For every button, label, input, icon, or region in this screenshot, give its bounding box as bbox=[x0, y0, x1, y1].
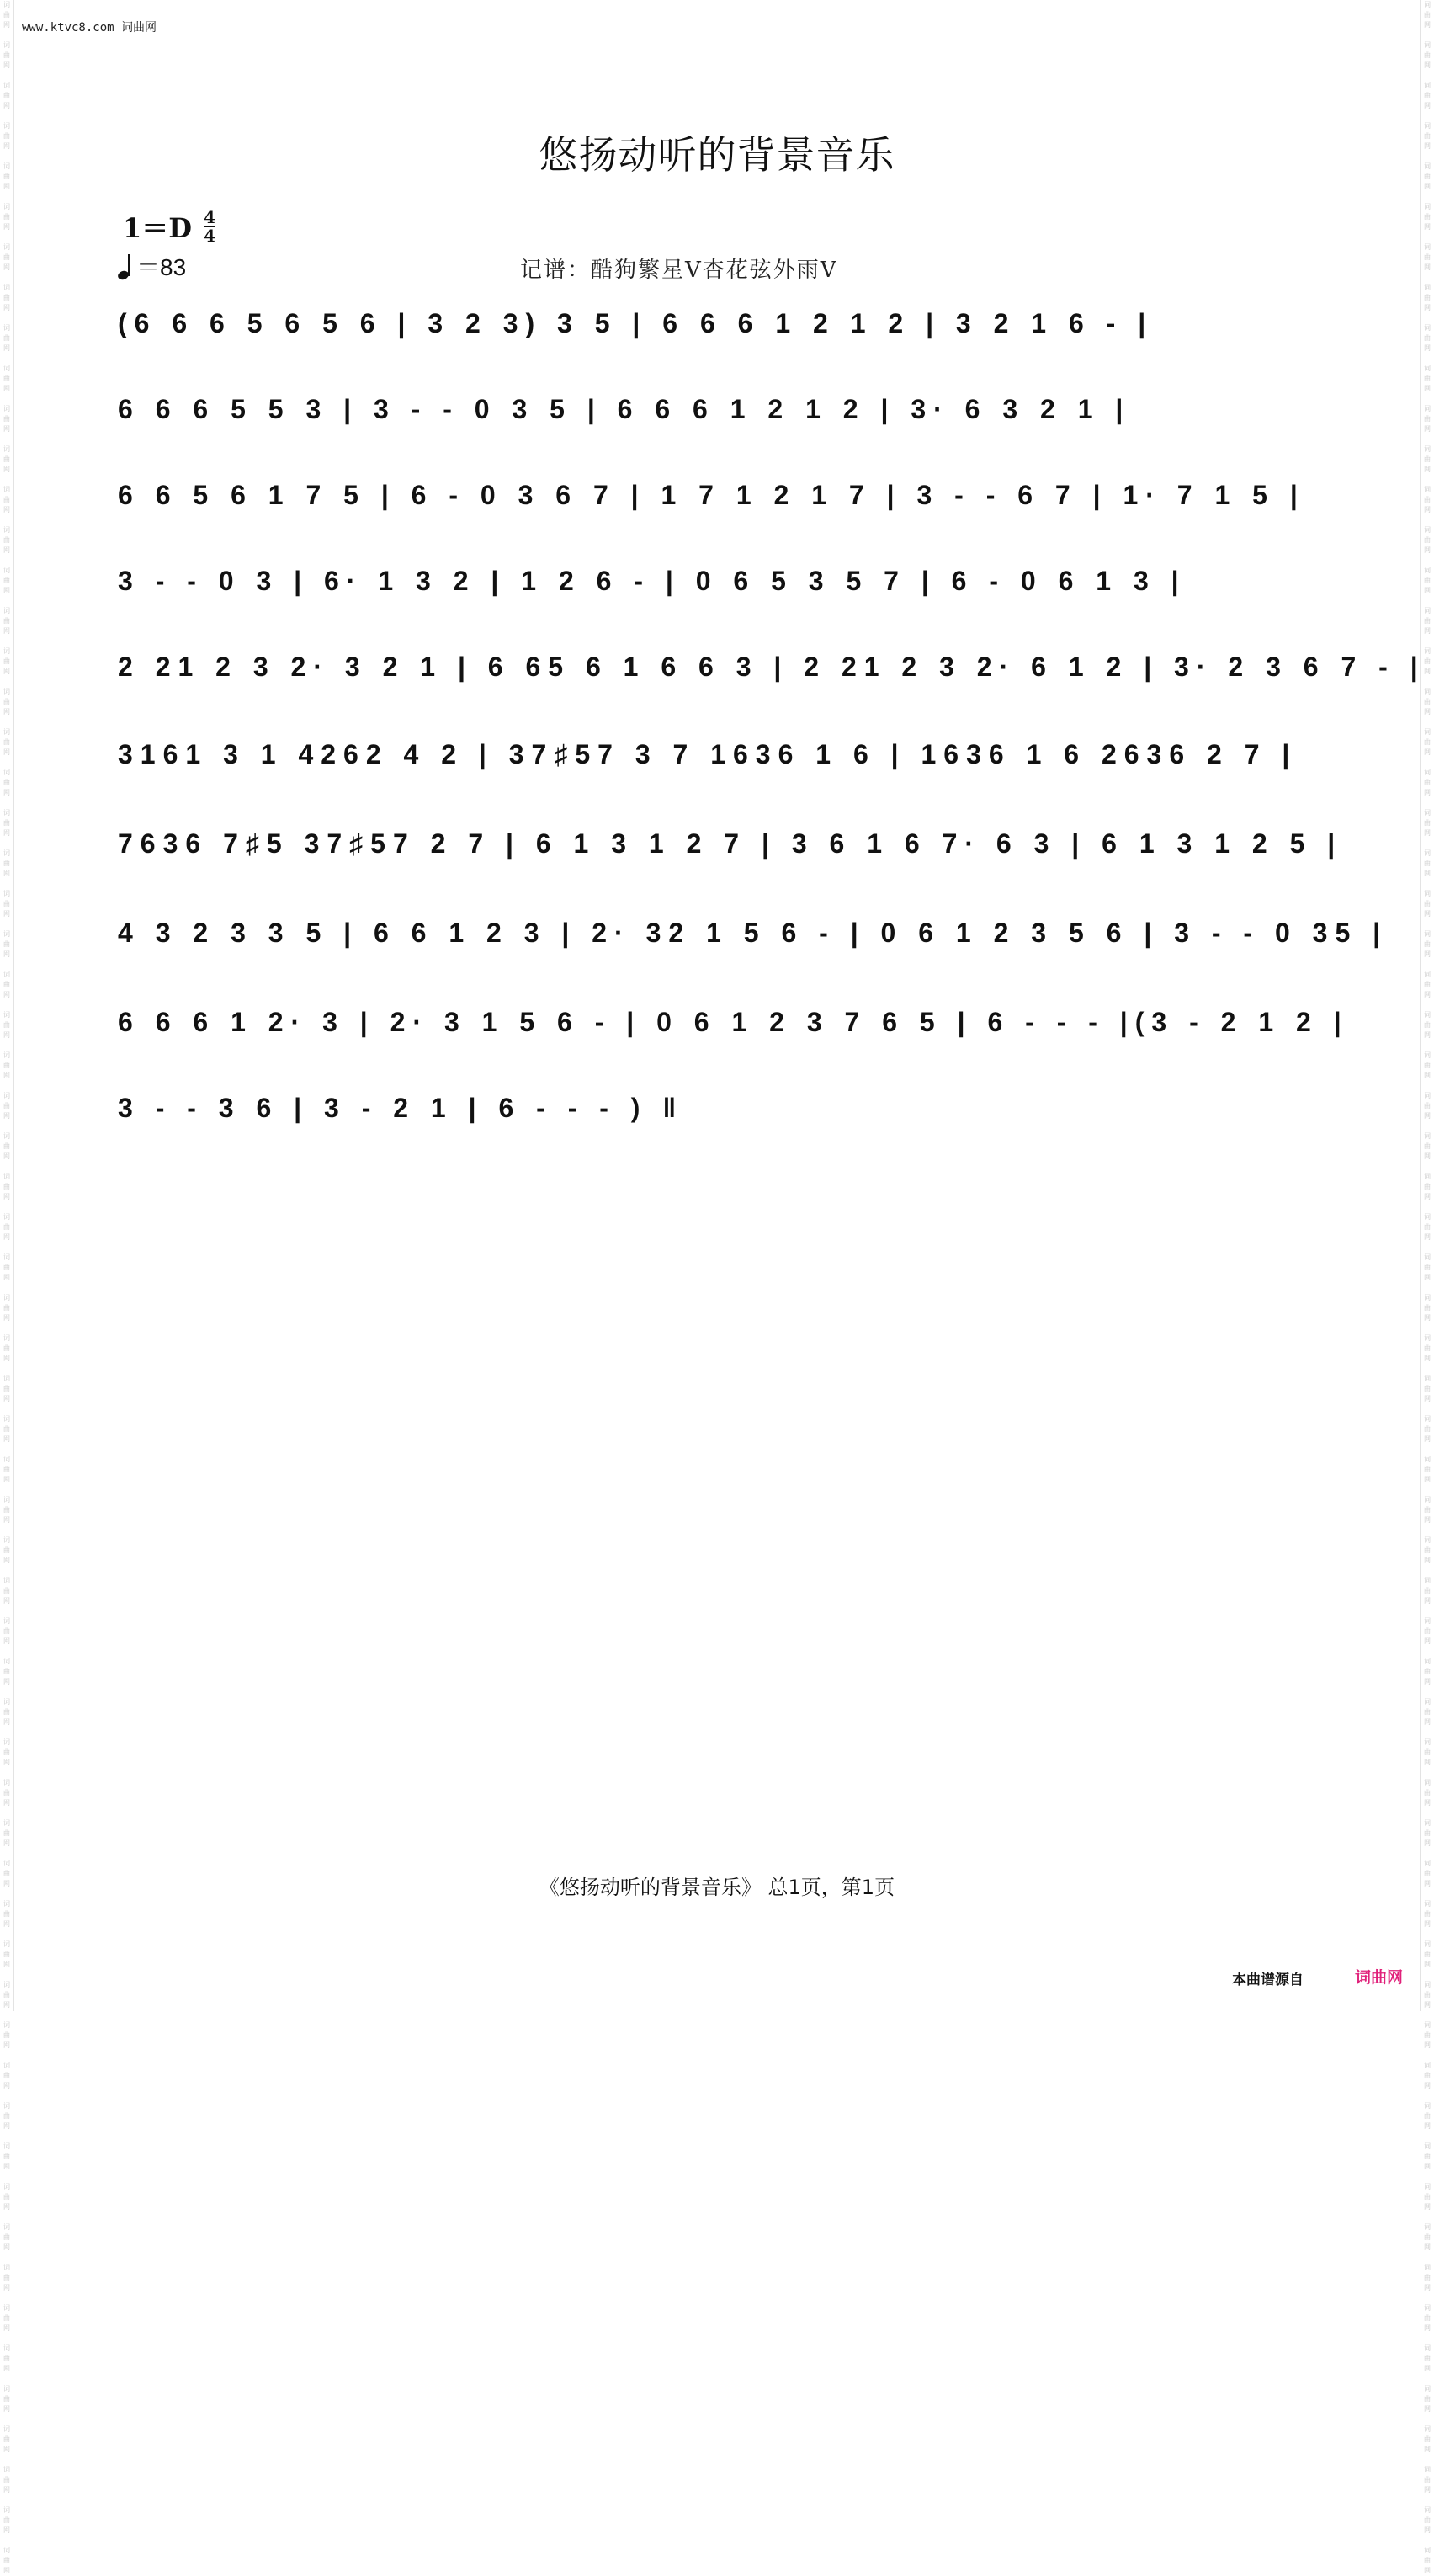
score-line-4: 3 - - 0 3 | 6· 1 3 2 | 1 2 6 - | 0 6 5 3 5 7 | 6 - 0 6 1 3 | bbox=[118, 566, 1187, 596]
time-signature bbox=[204, 209, 215, 244]
source-site-logo[interactable]: 词曲网 bbox=[1355, 1968, 1404, 1987]
key-label: 1＝D bbox=[123, 212, 193, 244]
score-line-7: 7636 7♯5 37♯57 2 7 | 6 1 3 1 2 7 | 3 6 1 6 7· 6 3 | 6 1 3 1 2 5 | bbox=[118, 828, 1343, 859]
page-footer: 《悠扬动听的背景音乐》 总1页，第1页 bbox=[539, 1876, 895, 1899]
score-line-8: 4 3 2 3 3 5 | 6 6 1 2 3 | 2· 32 1 5 6 - | 0 6 1 2 3 5 6 | 3 - - 0 35 | bbox=[118, 918, 1389, 948]
time-signature-bottom: 4 bbox=[204, 226, 215, 246]
tempo-value: ＝83 bbox=[136, 254, 187, 280]
score-line-10: 3 - - 3 6 | 3 - 2 1 | 6 - - - ) ‖ bbox=[118, 1093, 684, 1123]
score-line-6: 3161 3 1 4262 4 2 | 37♯57 3 7 1636 1 6 | 1636 1 6 2636 2 7 | bbox=[118, 739, 1298, 769]
quarter-note-icon bbox=[118, 253, 133, 279]
right-watermark-strip: 词 曲 网 词 曲 网 词 曲 网 词 曲 网 词 曲 网 词 曲 网 词 曲 网 词 曲 网 词 曲 网 词 曲 网 词 曲 网 词 曲 网 词 曲 网 词 曲 网 词 曲 网 词 曲 网 词 曲 网 词 曲 网 词 曲 网 词 曲 网 词 曲 网 词 曲 网 词 曲 网 词 曲 网 词 曲 网 词 曲 网 词 曲 网 词 曲 网 词 曲 网 词 曲 网 词 曲 网 词 曲 网 词 曲 网 词 曲 网 词 曲 网 词 曲 网 词 曲 网 词 曲 网 词 曲 网 词 曲 网 词 曲 网 词 曲 网 词 曲 网 词 曲 网 词 曲 网 词 曲 网 词 曲 网 词 曲 网 词 曲 网 词 曲 网 词 曲 网 词 曲 网 词 曲 网 词 曲 网 词 曲 网 词 曲 网 词 曲 网 词 曲 网 词 曲 网 词 曲 网 词 曲 网 词 曲 网 词 曲 网 词 曲 网 bbox=[1420, 0, 1434, 2011]
key-signature bbox=[123, 207, 215, 246]
transcriber-credit: 记谱：酷狗繁星V杏花弦外雨V bbox=[520, 258, 838, 283]
left-watermark-strip: 词 曲 网 词 曲 网 词 曲 网 词 曲 网 词 曲 网 词 曲 网 词 曲 网 词 曲 网 词 曲 网 词 曲 网 词 曲 网 词 曲 网 词 曲 网 词 曲 网 词 曲 网 词 曲 网 词 曲 网 词 曲 网 词 曲 网 词 曲 网 词 曲 网 词 曲 网 词 曲 网 词 曲 网 词 曲 网 词 曲 网 词 曲 网 词 曲 网 词 曲 网 词 曲 网 词 曲 网 词 曲 网 词 曲 网 词 曲 网 词 曲 网 词 曲 网 词 曲 网 词 曲 网 词 曲 网 词 曲 网 词 曲 网 词 曲 网 词 曲 网 词 曲 网 词 曲 网 词 曲 网 词 曲 网 词 曲 网 词 曲 网 词 曲 网 词 曲 网 词 曲 网 词 曲 网 词 曲 网 词 曲 网 词 曲 网 词 曲 网 词 曲 网 词 曲 网 词 曲 网 词 曲 网 词 曲 网 词 曲 网 词 曲 网 bbox=[0, 0, 14, 2011]
score-line-9: 6 6 6 1 2· 3 | 2· 3 1 5 6 - | 0 6 1 2 3 7 6 5 | 6 - - - |(3 - 2 1 2 | bbox=[118, 1007, 1349, 1037]
score-line-2: 6 6 6 5 5 3 | 3 - - 0 3 5 | 6 6 6 1 2 1 2 | 3· 6 3 2 1 | bbox=[118, 394, 1131, 424]
tempo-marking bbox=[118, 249, 186, 283]
time-signature-top: 4 bbox=[204, 207, 215, 227]
score-line-3: 6 6 5 6 1 7 5 | 6 - 0 3 6 7 | 1 7 1 2 1 7 | 3 - - 6 7 | 1· 7 1 5 | bbox=[118, 480, 1305, 510]
score-title: 悠扬动听的背景音乐 bbox=[539, 132, 895, 178]
site-header-url: www.ktvc8.com 词曲网 bbox=[22, 21, 157, 35]
score-line-1: (6 6 6 5 6 5 6 | 3 2 3) 3 5 | 6 6 6 1 2 1 2 | 3 2 1 6 - | bbox=[118, 308, 1154, 338]
source-label: 本曲谱源自 bbox=[1232, 1972, 1304, 1988]
score-line-5: 2 21 2 3 2· 3 2 1 | 6 65 6 1 6 6 3 | 2 21 2 3 2· 6 1 2 | 3· 2 3 6 7 - | bbox=[118, 652, 1426, 682]
